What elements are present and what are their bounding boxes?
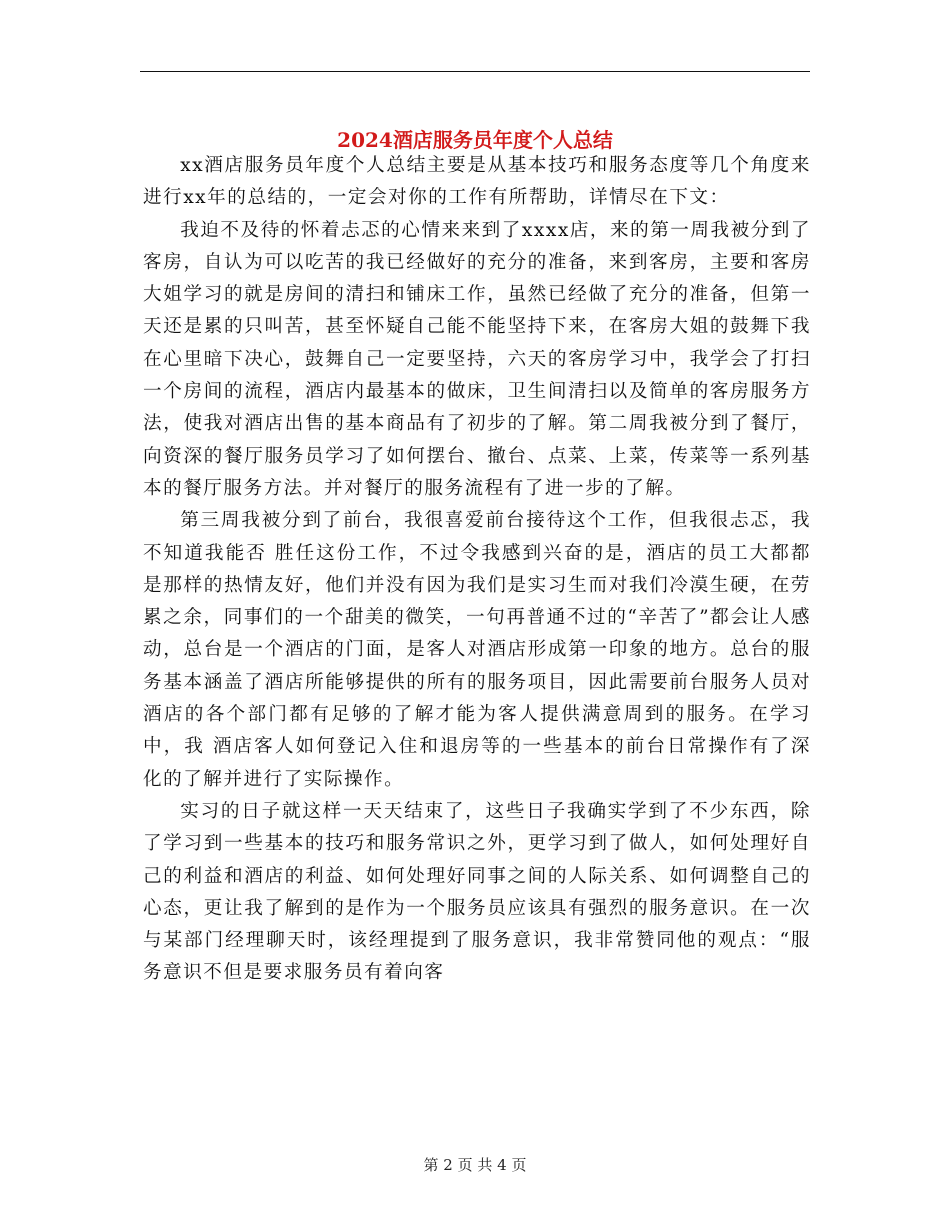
page-footer <box>0 1153 950 1177</box>
document-body <box>143 150 811 990</box>
paragraph-reflection: 实习的日子就这样一天天结束了，这些日子我确实学到了不少东西，除了学习到一些基本的技巧和服务常识之外，更学习到了做人，如何处理好自己的利益和酒店的利益、如何处理好同事之间的人际关系、如何调整自己的心态，更让我了解到的是作为一个服务员应该具有强烈的服务意识。在一次与某部门经理聊天时，该经理提到了服务意识，我非常赞同他的观点：“服务意识不但是要求服务员有着向客 <box>143 800 811 984</box>
paragraph-intro: xx酒店服务员年度个人总结主要是从基本技巧和服务态度等几个角度来进行xx年的总结的，一定会对你的工作有所帮助，详情尽在下文： <box>143 155 811 209</box>
page-number-label: 第 2 页 共 4 页 <box>423 1156 527 1174</box>
paragraph-week-one-two: 我迫不及待的怀着忐忑的心情来来到了xxxx店，来的第一周我被分到了客房，自认为可以吃苦的我已经做好的充分的准备，来到客房，主要和客房大姐学习的就是房间的清扫和铺床工作，虽然已经做了充分的准备，但第一天还是累的只叫苦，甚至怀疑自己能不能坚持下来，在客房大姐的鼓舞下我在心里暗下决心，鼓舞自己一定要坚持，六天的客房学习中，我学会了打扫一个房间的流程，酒店内最基本的做床，卫生间清扫以及简单的客房服务方法，使我对酒店出售的基本商品有了初步的了解。第二周我被分到了餐厅，向资深的餐厅服务员学习了如何摆台、撤台、点菜、上菜，传菜等一系列基本的餐厅服务方法。并对餐厅的服务流程有了进一步的了解。 <box>143 219 811 499</box>
header-rule <box>140 71 810 72</box>
document-title: 2024酒店服务员年度个人总结 <box>337 128 613 153</box>
paragraph-week-three: 第三周我被分到了前台，我很喜爱前台接待这个工作，但我很忐忑，我不知道我能否 胜任这份工作，不过令我感到兴奋的是，酒店的员工大都都是那样的热情友好，他们并没有因为我们是实习生而对我们冷漠生硬，在劳累之余，同事们的一个甜美的微笑，一句再普通不过的“辛苦了”都会让人感动，总台是一个酒店的门面，是客人对酒店形成第一印象的地方。总台的服务基本涵盖了酒店所能够提供的所有的服务项目，因此需要前台服务人员对酒店的各个部门都有足够的了解才能为客人提供满意周到的服务。在学习中，我 酒店客人如何登记入住和退房等的一些基本的前台日常操作有了深化的了解并进行了实际操作。 <box>143 510 811 790</box>
